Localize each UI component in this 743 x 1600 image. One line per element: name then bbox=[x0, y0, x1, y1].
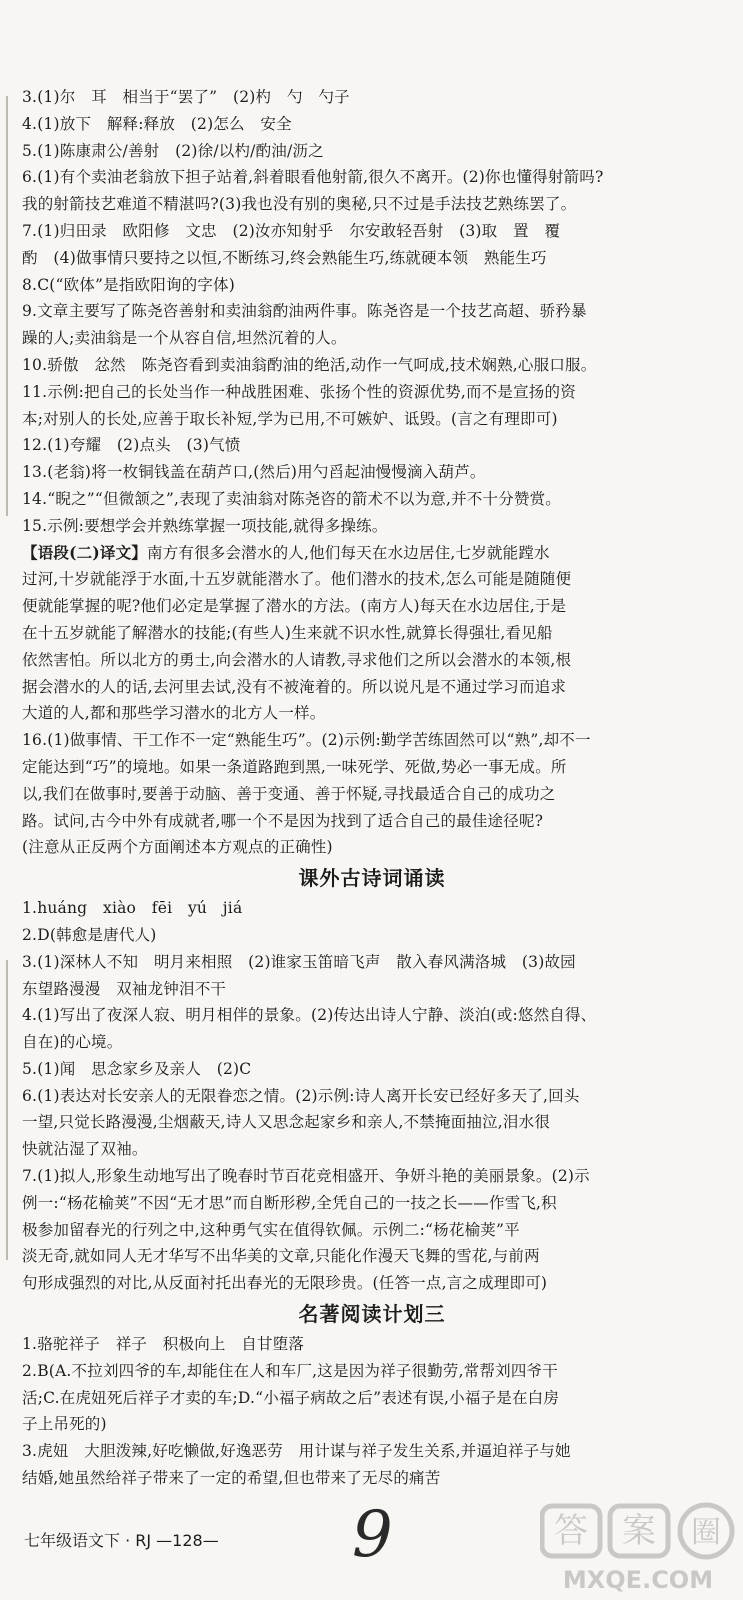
section-heading: 名著阅读计划三 bbox=[298, 1302, 446, 1327]
translation-tag: 【语段(二)译文】 bbox=[22, 542, 147, 562]
text-line: 活;C.在虎妞死后祥子才卖的车;D.“小福子病故之后”表述有误,小福子是在白房 bbox=[22, 1388, 560, 1407]
text-line: 11.示例:把自己的长处当作一种战胜困难、张扬个性的资源优势,而不是宣扬的资 bbox=[22, 382, 576, 401]
text-line: 一望,只觉长路漫漫,尘烟蔽天,诗人又思念起家乡和亲人,不禁掩面抽泣,泪水很 bbox=[22, 1113, 551, 1132]
text-line: 例一:“杨花榆荚”不因“无才思”而自断形秽,全凭自己的一技之长——作雪飞,积 bbox=[22, 1193, 557, 1212]
text-line: 依然害怕。所以北方的勇士,向会潜水的人请教,寻求他们之所以会潜水的本领,根 bbox=[22, 650, 572, 669]
text-line: 结婚,她虽然给祥子带来了一定的希望,但也带来了无尽的痛苦 bbox=[22, 1469, 441, 1488]
text-line: 1.huáng xiào fēi yú jiá bbox=[22, 899, 243, 918]
text-line: 3.(1)尔 耳 相当于“罢了” (2)杓 勺 勺子 bbox=[22, 88, 350, 106]
text-line: 东望路漫漫 双袖龙钟泪不干 bbox=[22, 979, 227, 998]
page-footer: 七年级语文下 · RJ —128— bbox=[24, 1531, 219, 1550]
watermark-char-3: 圈 bbox=[691, 1515, 721, 1550]
section-heading: 课外古诗词诵读 bbox=[298, 866, 446, 891]
text-line: 5.(1)闻 思念家乡及亲人 (2)C bbox=[22, 1059, 252, 1078]
text-line: 大道的人,都和那些学习潜水的北方人一样。 bbox=[22, 704, 326, 723]
text-line: 我的射箭技艺难道不精湛吗?(3)我也没有别的奥秘,只不过是手法技艺熟练罢了。 bbox=[22, 195, 577, 214]
text-line: 6.(1)表达对长安亲人的无限眷恋之情。(2)示例:诗人离开长安已经好多天了,回头 bbox=[22, 1086, 580, 1105]
text-line: 3.虎妞 大胆泼辣,好吃懒做,好逸恶劳 用计谋与祥子发生关系,并逼迫祥子与她 bbox=[22, 1442, 571, 1461]
text-line: 在十五岁就能了解潜水的技能;(有些人)生来就不识水性,就算长得强壮,看见船 bbox=[22, 623, 553, 642]
watermark-char-1: 答 bbox=[554, 1511, 588, 1551]
answer-content bbox=[22, 84, 722, 1492]
text-line: 7.(1)拟人,形象生动地写出了晚春时节百花竞相盛开、争妍斗艳的美丽景象。(2)示 bbox=[22, 1167, 590, 1186]
text-line: 以,我们在做事时,要善于动脑、善于变通、善于怀疑,寻找最适合自己的成功之 bbox=[22, 784, 556, 803]
text-line: 定能达到“巧”的境地。如果一条道路跑到黑,一味死学、死做,势必一事无成。所 bbox=[22, 757, 567, 776]
watermark-url: MXQE.COM bbox=[562, 1566, 714, 1594]
text-line: 13.(老翁)将一枚铜钱盖在葫芦口,(然后)用勺舀起油慢慢滴入葫芦。 bbox=[22, 463, 486, 482]
text-line: 7.(1)归田录 欧阳修 文忠 (2)汝亦知射乎 尔安敢轻吾射 (3)取 置 覆 bbox=[22, 221, 561, 240]
text-line: 便就能掌握的呢?他们必定是掌握了潜水的方法。(南方人)每天在水边居住,于是 bbox=[22, 597, 567, 616]
watermark-char-2: 案 bbox=[622, 1511, 656, 1551]
text-line: 15.示例:要想学会并熟练掌握一项技能,就得多操练。 bbox=[22, 516, 388, 535]
text-line: 快就沾湿了双袖。 bbox=[22, 1140, 148, 1159]
text-line bbox=[22, 540, 722, 567]
text-line: 自在)的心境。 bbox=[22, 1033, 123, 1052]
text-line: 极参加留春光的行列之中,这种勇气实在值得钦佩。示例二:“杨花榆荚”平 bbox=[22, 1220, 520, 1239]
text-line: 2.B(A.不拉刘四爷的车,却能住在人和车厂,这是因为祥子很勤劳,常帮刘四爷干 bbox=[22, 1361, 558, 1380]
text-line: 子上吊死的) bbox=[22, 1415, 107, 1434]
text-line: 酌 (4)做事情只要持之以恒,不断练习,终会熟能生巧,练就硬本领 熟能生巧 bbox=[22, 248, 547, 267]
text-line: 躁的人;卖油翁是一个从容自信,坦然沉着的人。 bbox=[22, 329, 347, 348]
text-line: 12.(1)夸耀 (2)点头 (3)气愤 bbox=[22, 436, 241, 455]
text-line: 4.(1)放下 解释:释放 (2)怎么 安全 bbox=[22, 114, 292, 133]
text-line: 6.(1)有个卖油老翁放下担子站着,斜着眼看他射箭,很久不离开。(2)你也懂得射箭吗? bbox=[22, 168, 604, 187]
text-line: 2.D(韩愈是唐代人) bbox=[22, 925, 157, 944]
binding-margin-line-2 bbox=[6, 960, 8, 1260]
text-line: 5.(1)陈康肃公/善射 (2)徐/以杓/酌油/沥之 bbox=[22, 141, 324, 160]
text-line: 16.(1)做事情、干工作不一定“熟能生巧”。(2)示例:勤学苦练固然可以“熟”,却不一 bbox=[22, 731, 591, 750]
text-line: 3.(1)深林人不知 明月来相照 (2)谁家玉笛暗飞声 散入春风满洛城 (3)故园 bbox=[22, 952, 576, 971]
text-line: 4.(1)写出了夜深人寂、明月相伴的景象。(2)传达出诗人宁静、淡泊(或:悠然自得、 bbox=[22, 1006, 597, 1025]
text-line: 句形成强烈的对比,从反面衬托出春光的无限珍贵。(任答一点,言之成理即可) bbox=[22, 1274, 548, 1293]
text-line: 本;对别人的长处,应善于取长补短,学为已用,不可嫉妒、诋毁。(言之有理即可) bbox=[22, 409, 558, 428]
text-line: 10.骄傲 忿然 陈尧咨看到卖油翁酌油的绝活,动作一气呵成,技术娴熟,心服口服。 bbox=[22, 355, 597, 374]
text-line: 路。试问,古今中外有成就者,哪一个不是因为找到了适合自己的最佳途径呢? bbox=[22, 811, 544, 830]
text-line: 1.骆驼祥子 祥子 积极向上 自甘堕落 bbox=[22, 1335, 305, 1354]
text-line: 8.C(“欧体”是指欧阳询的字体) bbox=[22, 275, 235, 294]
handwritten-page-number: 9 bbox=[352, 1498, 393, 1572]
watermark-logo-icon bbox=[540, 1502, 736, 1594]
binding-margin-line bbox=[6, 96, 8, 516]
translation-text: 南方有很多会潜水的人,他们每天在水边居住,七岁就能蹚水 bbox=[146, 543, 550, 562]
text-line: 淡无奇,就如同人无才华写不出华美的文章,只能化作漫天飞舞的雪花,与前两 bbox=[22, 1247, 540, 1266]
text-line: (注意从正反两个方面阐述本方观点的正确性) bbox=[22, 838, 333, 857]
text-line: 据会潜水的人的话,去河里去试,没有不被淹着的。所以说凡是不通过学习而追求 bbox=[22, 677, 567, 696]
text-line: 9.文章主要写了陈尧咨善射和卖油翁酌油两件事。陈尧咨是一个技艺高超、骄矜暴 bbox=[22, 302, 587, 321]
text-line: 过河,十岁就能浮于水面,十五岁就能潜水了。他们潜水的技术,怎么可能是随随便 bbox=[22, 570, 572, 589]
text-line: 14.“睨之”“但微颔之”,表现了卖油翁对陈尧咨的箭术不以为意,并不十分赞赏。 bbox=[22, 489, 562, 508]
